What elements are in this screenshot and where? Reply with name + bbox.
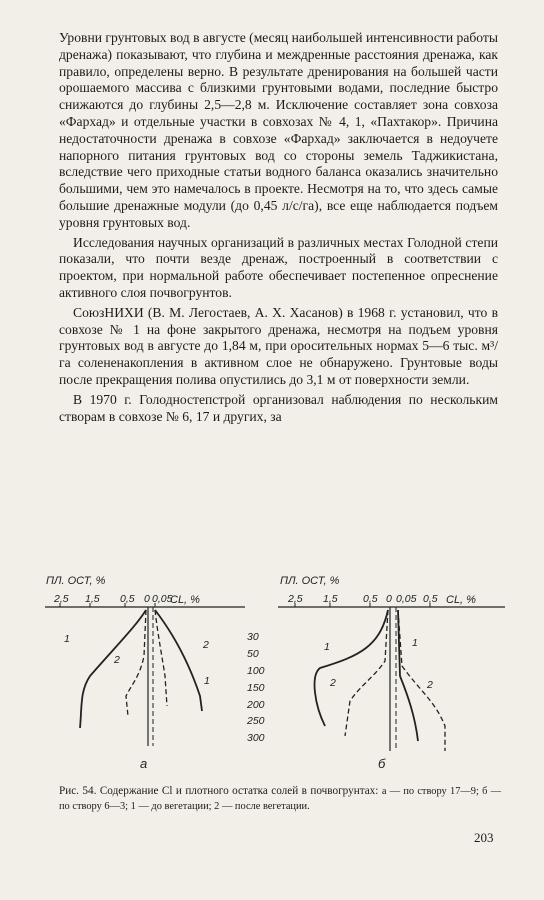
tick-b-15: 1,5 [323,593,338,605]
tick-b-05-right: 0,5 [423,593,438,605]
depth-300: 300 [247,732,265,744]
depth-200: 200 [247,699,265,711]
curve-b-1-right: 1 [412,637,418,649]
curve-a-1-left: 1 [64,633,70,645]
depth-100: 100 [247,665,265,677]
tick-a-15: 1,5 [85,593,100,605]
panel-a-right-title: CL, % [170,594,200,606]
page-number: 203 [474,830,494,845]
tick-a-05: 0,5 [120,593,135,605]
figure-caption [59,784,501,814]
depth-150: 150 [247,682,265,694]
figure-54 [40,566,510,774]
tick-b-005: 0,05 [396,593,417,605]
panel-a-left-title: ПЛ. ОСТ, % [46,575,106,587]
depth-250: 250 [247,715,265,727]
caption-sub: а — по створу 17—9; б — по створу 6—3; 1 — до вегетации; 2 — после вегетации. [59,786,502,812]
panel-b-left-title: ПЛ. ОСТ, % [280,575,340,587]
tick-b-05: 0,5 [363,593,378,605]
curve-b-1-left: 1 [324,641,330,653]
depth-50: 50 [247,648,259,660]
salt-profile-diagram [40,566,510,774]
depth-30: 30 [247,631,259,643]
curve-a-2-left: 2 [114,654,120,666]
paragraph-3: СоюзНИХИ (В. М. Легостаев, А. Х. Хасанов) в 1968 г. установил, что в совхозе № 1 на фоне закрытого дренажа, несмотря на подъем уровня грунтовых вод в августе до 1,84 м, при оросительных нормах 5—6 тыс. м³/га солененакопления в активном слое не обнаружено. Грунтовые воды после прекращения полива опустились до 3,1 м от поверхности земли. [59,304,498,387]
tick-a-005: 0,05 [152,593,173,605]
curve-b-2-right: 2 [427,679,433,691]
panel-a-label: а [140,756,148,771]
tick-b-25: 2,5 [288,593,303,605]
caption-main: Рис. 54. Содержание Cl и плотного остатка солей в почвогрунтах: [59,785,379,797]
paragraph-1: Уровни грунтовых вод в августе (месяц наибольшей интенсивности работы дренажа) показывают, что глубина и междренные расстояния дренажа, как правило, определены верно. В результате дренирования на большей части орошаемого массива с близкими грунтовыми водами, последние быстро снижаются до глубины 2,5—2,8 м. Исключение составляет зона совхоза «Фархад» и отдельные участки в совхозах № 4, 1, «Пахтакор». Причина недостаточности дренажа в совхозе «Фархад» заключается в недоучете напорного питания грунтовых вод со стороны земель Таджикистана, вследствие чего приходные статьи водного баланса оказались значительно большими, чем это намечалось в проекте. Несмотря на то, что здесь самые большие дренажные модули (до 0,45 л/с/га), все еще наблюдается подъем уровня грунтовых вод. [59,30,498,230]
tick-a-0: 0 [144,593,150,605]
panel-b-label: б [378,756,386,771]
paragraph-2: Исследования научных организаций в различных местах Голодной степи показали, что почти везде дренаж, построенный в соответствии с проектом, при нормальной работе обеспечивает постепенное опреснение активного слоя почвогрунтов. [59,234,498,300]
curve-a-1-right: 1 [204,675,210,687]
panel-b-right-title: CL, % [446,594,476,606]
tick-a-25: 2,5 [54,593,69,605]
depth-scale [246,631,265,744]
curve-b-2-left: 2 [330,677,336,689]
panel-a [45,575,245,771]
body-text [59,30,498,428]
paragraph-4: В 1970 г. Голодностепстрой организовал наблюдения по нескольким створам в совхозе № 6, 17 и других, за [59,391,498,424]
curve-a-2-right: 2 [203,639,209,651]
tick-b-0: 0 [386,593,392,605]
panel-b [278,575,505,771]
